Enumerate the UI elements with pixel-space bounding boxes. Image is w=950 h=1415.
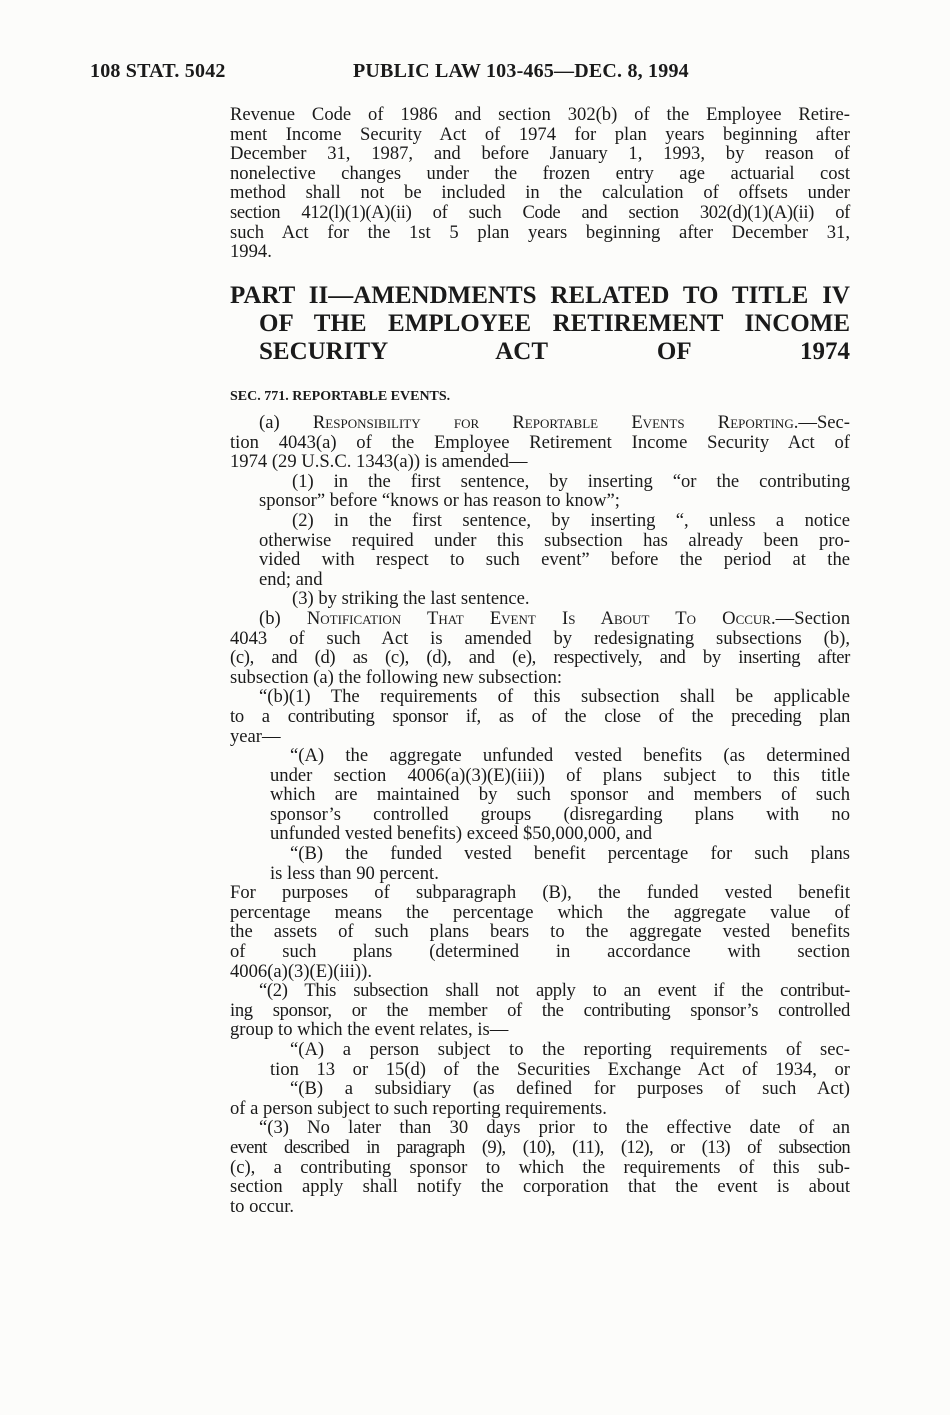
text-line: of such plans (determined in accordance with section xyxy=(230,941,850,963)
text-line: percentage means the percentage which the aggregate value of xyxy=(230,901,850,923)
text-line: “(3) No later than 30 days prior to the effective date of an xyxy=(259,1117,850,1139)
text-line: sponsor’s controlled groups (disregarding plans with no xyxy=(270,803,850,825)
heading-line: OF THE EMPLOYEE RETIREMENT INCOME xyxy=(259,310,850,337)
text-line: section apply shall notify the corporation that the event is about xyxy=(230,1176,850,1198)
text-line: (c), a contributing sponsor to which the requirements of this sub- xyxy=(230,1156,850,1178)
text-line: vided with respect to such event” before the period at the xyxy=(259,549,850,571)
text-line: method shall not be included in the calculation of offsets under xyxy=(230,182,850,204)
heading-line: SECURITY ACT OF 1974 xyxy=(259,338,850,365)
text-line: the assets of such plans bears to the aggregate vested benefits xyxy=(230,921,850,943)
text-line: of a person subject to such reporting requirements. xyxy=(230,1097,607,1119)
running-header: PUBLIC LAW 103-465—DEC. 8, 1994 xyxy=(353,60,689,82)
text-line: 1974 (29 U.S.C. 1343(a)) is amended— xyxy=(230,451,528,473)
text-line: (2) in the first sentence, by inserting “, unless a notice xyxy=(292,509,850,531)
text-fragment: .—Sec- xyxy=(793,412,850,433)
text-line: nonelective changes under the frozen entry age actuarial cost xyxy=(230,162,850,184)
section-heading: SEC. 771. REPORTABLE EVENTS. xyxy=(230,389,451,404)
text-fragment: .—Section xyxy=(770,607,850,629)
subsection-b-heading xyxy=(259,609,850,629)
text-line: (c), and (d) as (c), (d), and (e), respectively, and by inserting after xyxy=(230,647,850,669)
text-line: year— xyxy=(230,725,281,747)
text-line: unfunded vested benefits) exceed $50,000,000, and xyxy=(270,823,653,845)
text-line: 4006(a)(3)(E)(iii)). xyxy=(230,960,372,982)
text-line: group to which the event relates, is— xyxy=(230,1019,509,1041)
intro-paragraph xyxy=(230,105,850,262)
text-line: under section 4006(a)(3)(E)(iii)) of plans subject to this title xyxy=(270,764,850,786)
text-line: ment Income Security Act of 1974 for plan years beginning after xyxy=(230,123,850,145)
text-line: 1994. xyxy=(230,241,272,263)
subsection-number: (a) xyxy=(259,412,313,433)
text-line: event described in paragraph (9), (10), (11), (12), or (13) of subsection xyxy=(230,1136,850,1158)
subsection-title: Responsibility for Reportable Events Reporting xyxy=(312,412,794,433)
text-line: ing sponsor, or the member of the contributing sponsor’s controlled xyxy=(230,999,850,1021)
text-line: sponsor” before “knows or has reason to know”; xyxy=(259,490,620,512)
text-line: “(b)(1) The requirements of this subsection shall be applicable xyxy=(259,686,850,708)
text-line: subsection (a) the following new subsection: xyxy=(230,666,563,688)
page-stat-number: 108 STAT. 5042 xyxy=(90,60,226,82)
text-line: such Act for the 1st 5 plan years beginning after December 31, xyxy=(230,221,850,243)
text-line: tion 4043(a) of the Employee Retirement Income Security Act of xyxy=(230,431,850,453)
subsection-a-heading xyxy=(259,413,850,433)
text-line: “(A) the aggregate unfunded vested benefits (as determined xyxy=(290,745,850,767)
text-line: to occur. xyxy=(230,1195,295,1217)
text-line: “(2) This subsection shall not apply to an event if the contribut- xyxy=(259,980,850,1002)
heading-line: PART II—AMENDMENTS RELATED TO TITLE IV xyxy=(230,282,850,309)
text-line: tion 13 or 15(d) of the Securities Exchange Act of 1934, or xyxy=(270,1058,850,1080)
text-line: section 412(l)(1)(A)(ii) of such Code and section 302(d)(1)(A)(ii) of xyxy=(230,201,850,223)
text-line: (1) in the first sentence, by inserting “or the contributing xyxy=(292,470,850,492)
text-line: which are maintained by such sponsor and members of such xyxy=(270,784,850,806)
part-heading xyxy=(230,282,850,366)
text-line: “(B) a subsidiary (as defined for purposes of such Act) xyxy=(290,1078,850,1100)
text-line: 4043 of such Act is amended by redesignating subsections (b), xyxy=(230,627,850,649)
subsection-number: (b) xyxy=(259,607,307,629)
text-line: Revenue Code of 1986 and section 302(b) of the Employee Retire- xyxy=(230,104,850,125)
section-body xyxy=(230,413,850,1216)
text-line: December 31, 1987, and before January 1, 1993, by reason of xyxy=(230,143,850,165)
text-line: (3) by striking the last sentence. xyxy=(292,588,530,610)
text-line: “(A) a person subject to the reporting requirements of sec- xyxy=(290,1039,850,1060)
text-line: is less than 90 percent. xyxy=(270,862,439,884)
text-line: “(B) the funded vested benefit percentage for such plans xyxy=(290,843,850,865)
text-line: end; and xyxy=(259,568,323,590)
text-line: For purposes of subparagraph (B), the funded vested benefit xyxy=(230,882,850,904)
subsection-title: Notification That Event Is About To Occur xyxy=(306,607,771,629)
text-line: otherwise required under this subsection has already been pro- xyxy=(259,529,850,551)
text-line: to a contributing sponsor if, as of the close of the preceding plan xyxy=(230,705,850,727)
